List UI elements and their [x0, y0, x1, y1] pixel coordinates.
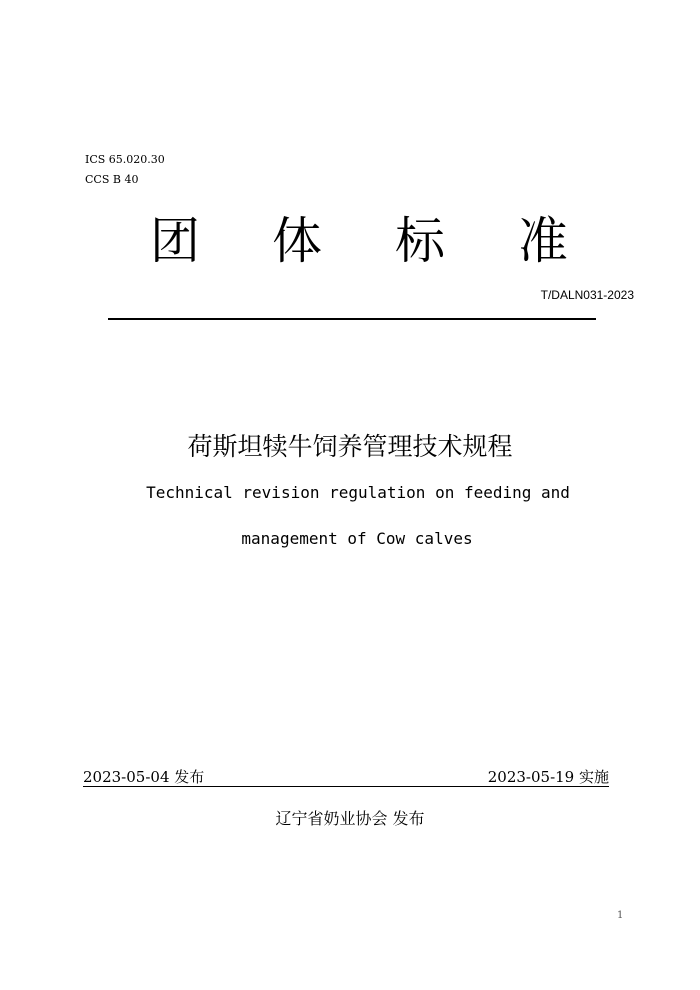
standard-type-char: 团 — [150, 212, 200, 270]
standard-type-char: 体 — [272, 212, 322, 270]
publisher: 辽宁省奶业协会 发布 — [275, 809, 425, 828]
page-number: 1 — [617, 910, 624, 921]
ics-code: ICS 65.020.30 — [85, 153, 165, 166]
dates-row — [83, 767, 609, 787]
header-divider — [108, 318, 596, 320]
english-title-line-2: management of Cow calves — [241, 529, 473, 548]
standard-type-char: 标 — [395, 212, 445, 270]
classification-codes — [85, 150, 165, 190]
standard-number: T/DALN031-2023 — [540, 288, 634, 302]
footer-divider — [83, 786, 609, 787]
effective-date: 2023-05-19 实施 — [487, 768, 609, 786]
chinese-title: 荷斯坦犊牛饲养管理技术规程 — [187, 432, 513, 461]
english-title-line-1: Technical revision regulation on feeding and — [146, 483, 570, 502]
issue-date: 2023-05-04 发布 — [83, 768, 205, 786]
standard-type-char: 准 — [518, 212, 568, 270]
ccs-code: CCS B 40 — [85, 173, 139, 186]
standard-type-heading — [0, 208, 700, 278]
